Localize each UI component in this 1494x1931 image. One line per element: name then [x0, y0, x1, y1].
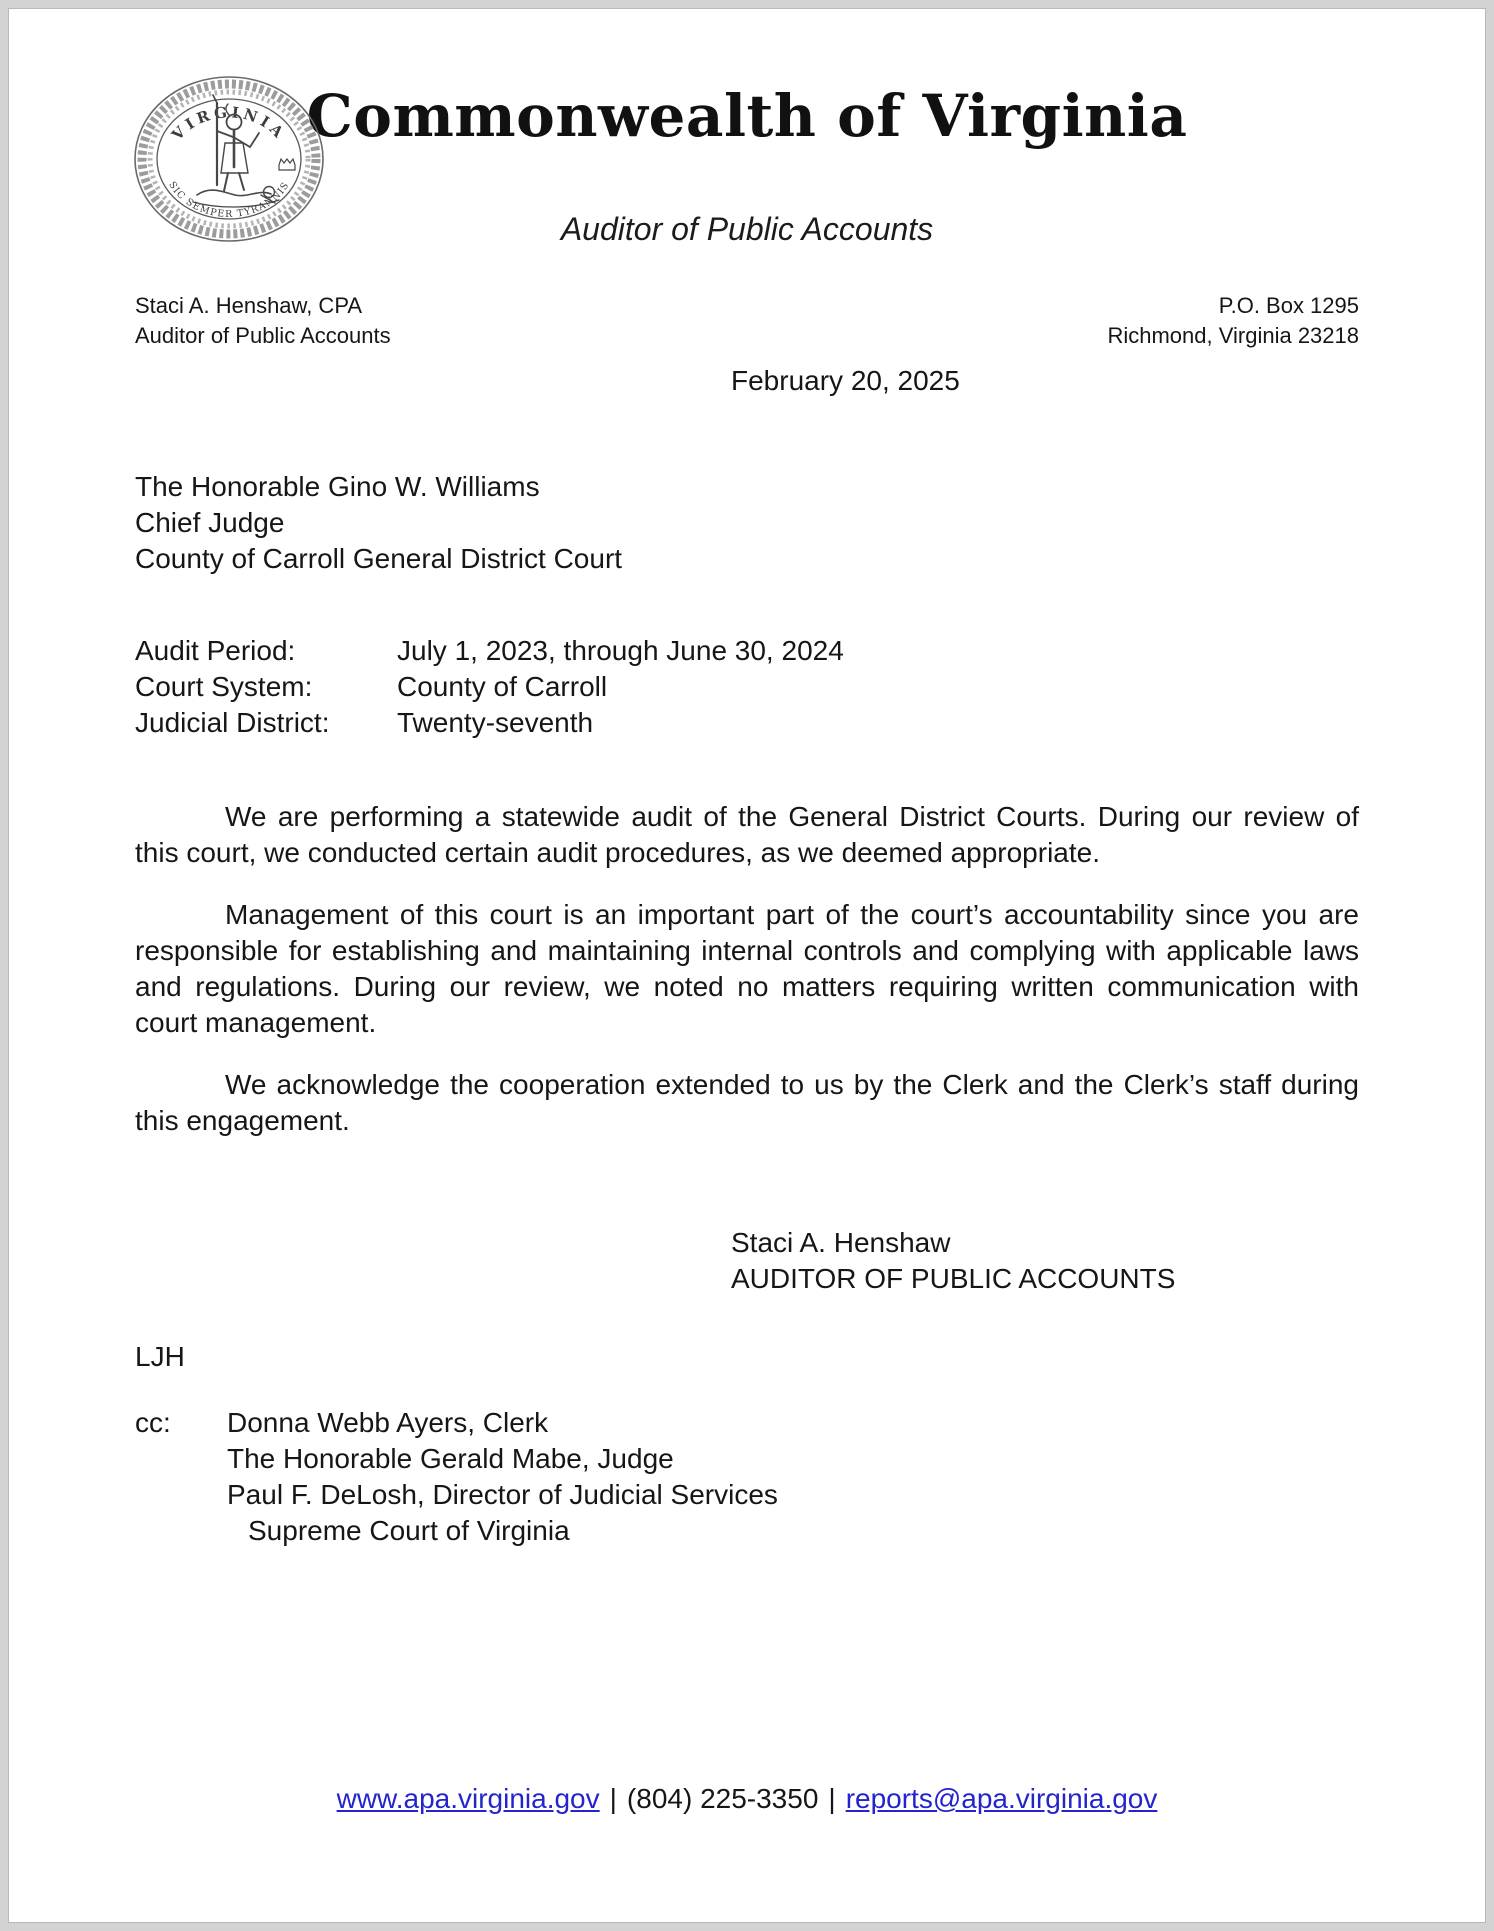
recipient-court: County of Carroll General District Court: [135, 543, 623, 574]
cc-name-3: Paul F. DeLosh, Director of Judicial Services: [227, 1479, 778, 1510]
masthead: [9, 9, 1485, 351]
footer-separator-2: |: [828, 1783, 836, 1814]
virginia-state-seal-graphic: [133, 75, 325, 243]
letter-paragraphs: [135, 799, 1359, 1139]
cc-name-1: Donna Webb Ayers, Clerk: [227, 1407, 549, 1438]
detail-value: Twenty-seventh: [397, 707, 594, 738]
official-identity: [135, 291, 391, 351]
cc-names: [227, 1405, 1359, 1549]
paragraph-1: We are performing a statewide audit of the General District Courts. During our review of this court, we conducted certain audit procedures, as we deemed appropriate.: [135, 801, 1359, 868]
website-link[interactable]: www.apa.virginia.gov: [336, 1783, 600, 1814]
address-line-2: Richmond, Virginia 23218: [1107, 323, 1359, 348]
letter-body: [9, 363, 1485, 1549]
footer-separator-1: |: [609, 1783, 617, 1814]
address-line-1: P.O. Box 1295: [1218, 293, 1359, 318]
recipient-block: [135, 469, 1359, 577]
cc-name-2: The Honorable Gerald Mabe, Judge: [227, 1443, 674, 1474]
page-subtitle: Auditor of Public Accounts: [560, 211, 934, 247]
virginia-state-seal-icon: [133, 75, 325, 243]
detail-value: County of Carroll: [397, 671, 608, 702]
recipient-title: Chief Judge: [135, 507, 285, 538]
detail-row-audit-period: [135, 633, 1359, 669]
official-title: Auditor of Public Accounts: [135, 323, 391, 348]
footer-phone: (804) 225-3350: [626, 1783, 819, 1814]
detail-value: July 1, 2023, through June 30, 2024: [397, 635, 844, 666]
signature-name: Staci A. Henshaw: [731, 1227, 951, 1258]
paragraph-2: Management of this court is an important part of the court’s accountability since you are responsible for establishing and maintaining internal controls and complying with applicable laws and regulations. During our review, we noted no matters requiring written communication with court management.: [135, 899, 1359, 1038]
cc-name-4: Supreme Court of Virginia: [248, 1515, 570, 1546]
letter-page: [8, 8, 1486, 1923]
cc-label: cc:: [135, 1407, 171, 1438]
recipient-name: The Honorable Gino W. Williams: [135, 471, 540, 502]
official-name: Staci A. Henshaw, CPA: [135, 293, 363, 318]
masthead-meta: [9, 291, 1485, 351]
signature-block: [731, 1225, 1359, 1297]
cc-block: [135, 1405, 1359, 1549]
detail-row-court-system: [135, 669, 1359, 705]
detail-label: Audit Period:: [135, 635, 296, 666]
page-footer: [9, 1781, 1485, 1817]
page-title: Commonwealth of Virginia: [306, 82, 1188, 150]
detail-row-judicial-district: [135, 705, 1359, 741]
signature-title: AUDITOR OF PUBLIC ACCOUNTS: [731, 1263, 1176, 1294]
detail-label: Court System:: [135, 671, 313, 702]
audit-details: [135, 633, 1359, 741]
email-link[interactable]: reports@apa.virginia.gov: [845, 1783, 1158, 1814]
letter-date: February 20, 2025: [731, 365, 960, 396]
detail-label: Judicial District:: [135, 707, 330, 738]
office-address: [1107, 291, 1359, 351]
svg-text:VIRGINIA: [168, 103, 290, 144]
seal-top-text: VIRGINIA: [168, 103, 290, 144]
preparer-initials: LJH: [135, 1341, 185, 1372]
paragraph-3: We acknowledge the cooperation extended to us by the Clerk and the Clerk’s staff during this engagement.: [135, 1069, 1359, 1136]
seal-bottom-text: SIC SEMPER TYRANNIS: [166, 179, 292, 221]
